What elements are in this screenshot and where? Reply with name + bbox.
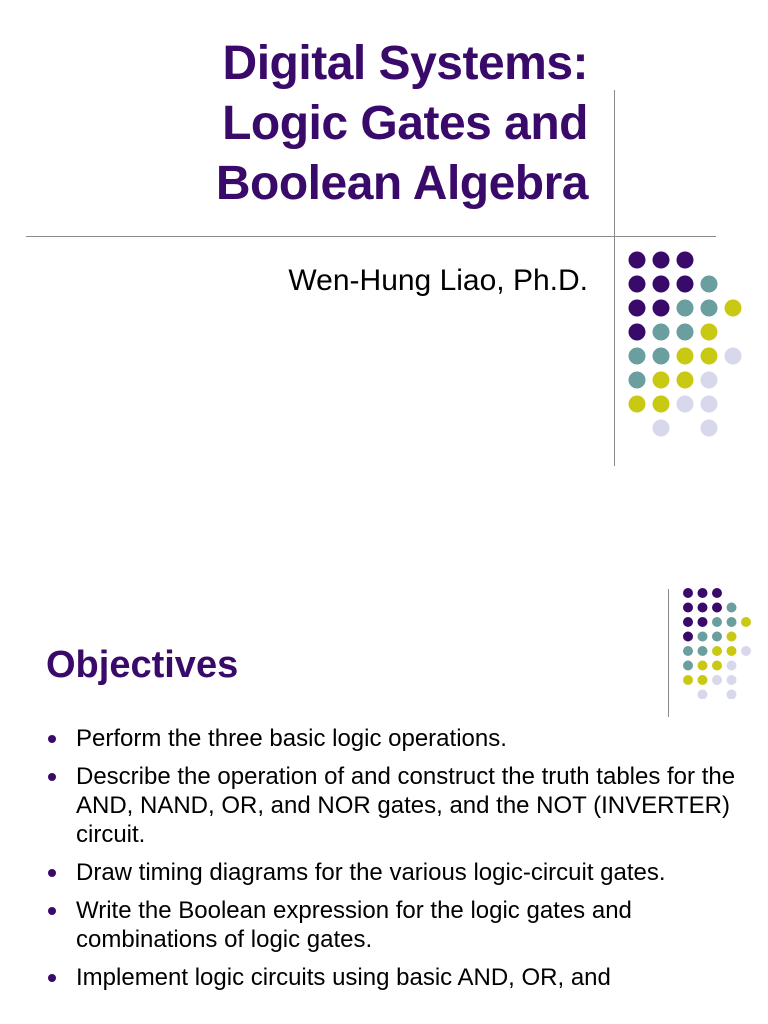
decorative-dot — [677, 348, 694, 365]
decorative-dot — [677, 300, 694, 317]
decorative-dot — [653, 420, 670, 437]
vertical-divider — [614, 90, 615, 466]
title-line-3: Boolean Algebra — [215, 157, 588, 210]
objective-item-5 — [46, 963, 746, 992]
decorative-dot — [698, 646, 708, 656]
objective-text: Describe the operation of and construct the truth tables for the AND, NAND, OR, and NOR gates, and the NOT (INVERTER) circuit. — [76, 763, 736, 848]
decorative-dot — [677, 324, 694, 341]
decorative-dot — [701, 300, 718, 317]
author-name: Wen-Hung Liao, Ph.D. — [288, 264, 588, 297]
decorative-dot — [727, 646, 737, 656]
decorative-dot — [741, 617, 751, 627]
decorative-dot — [683, 603, 693, 613]
decorative-dot — [677, 396, 694, 413]
decorative-dot — [698, 632, 708, 642]
bullet-icon — [48, 869, 56, 877]
decorative-dot — [698, 588, 708, 598]
slide-title — [216, 34, 588, 214]
title-line-2: Logic Gates and — [222, 97, 588, 150]
decorative-dot-grid-small — [682, 587, 754, 699]
decorative-dot — [677, 372, 694, 389]
decorative-dot — [727, 675, 737, 685]
decorative-dot — [698, 675, 708, 685]
decorative-dot — [629, 348, 646, 365]
title-line-1: Digital Systems: — [222, 37, 588, 90]
decorative-dot — [677, 252, 694, 269]
decorative-dot-grid — [626, 249, 756, 439]
decorative-dot — [701, 420, 718, 437]
decorative-dot — [698, 617, 708, 627]
objective-text: Write the Boolean expression for the logic gates and combinations of logic gates. — [76, 897, 632, 953]
decorative-dot — [653, 252, 670, 269]
decorative-dot — [727, 632, 737, 642]
objective-text: Perform the three basic logic operations. — [76, 725, 507, 752]
decorative-dot — [701, 348, 718, 365]
decorative-dot — [712, 661, 722, 671]
bullet-icon — [48, 735, 56, 743]
decorative-dot — [653, 276, 670, 293]
decorative-dot — [712, 603, 722, 613]
bullet-icon — [48, 773, 56, 781]
decorative-dot — [629, 324, 646, 341]
decorative-dot — [683, 588, 693, 598]
decorative-dot — [683, 617, 693, 627]
objective-item-2 — [46, 762, 746, 849]
decorative-dot — [629, 300, 646, 317]
objective-item-4 — [46, 896, 746, 954]
decorative-dot — [683, 646, 693, 656]
decorative-dot — [725, 300, 742, 317]
decorative-dot — [653, 324, 670, 341]
decorative-dot — [653, 396, 670, 413]
decorative-dot — [727, 690, 737, 700]
decorative-dot — [712, 617, 722, 627]
decorative-dot — [698, 690, 708, 700]
objective-item-1 — [46, 724, 746, 753]
objective-text: Implement logic circuits using basic AND, OR, and — [76, 964, 611, 991]
decorative-dot — [698, 603, 708, 613]
decorative-dot — [629, 252, 646, 269]
decorative-dot — [727, 661, 737, 671]
decorative-dot — [701, 372, 718, 389]
decorative-dot — [712, 632, 722, 642]
decorative-dot — [629, 372, 646, 389]
horizontal-divider — [26, 236, 716, 237]
objective-text: Draw timing diagrams for the various logic-circuit gates. — [76, 859, 666, 886]
decorative-dot — [741, 646, 751, 656]
decorative-dot — [701, 276, 718, 293]
decorative-dot — [653, 372, 670, 389]
bullet-icon — [48, 907, 56, 915]
decorative-dot — [725, 348, 742, 365]
decorative-dot — [683, 675, 693, 685]
objectives-vertical-divider — [668, 589, 669, 717]
decorative-dot — [629, 396, 646, 413]
decorative-dot — [727, 617, 737, 627]
decorative-dot — [701, 396, 718, 413]
decorative-dot — [698, 661, 708, 671]
decorative-dot — [683, 632, 693, 642]
bullet-icon — [48, 974, 56, 982]
decorative-dot — [653, 348, 670, 365]
decorative-dot — [701, 324, 718, 341]
decorative-dot — [727, 603, 737, 613]
objectives-list — [46, 724, 746, 1001]
decorative-dot — [712, 646, 722, 656]
decorative-dot — [629, 276, 646, 293]
decorative-dot — [677, 276, 694, 293]
decorative-dot — [683, 661, 693, 671]
decorative-dot — [712, 675, 722, 685]
objectives-heading: Objectives — [46, 644, 239, 686]
decorative-dot — [653, 300, 670, 317]
objective-item-3 — [46, 858, 746, 887]
decorative-dot — [712, 588, 722, 598]
